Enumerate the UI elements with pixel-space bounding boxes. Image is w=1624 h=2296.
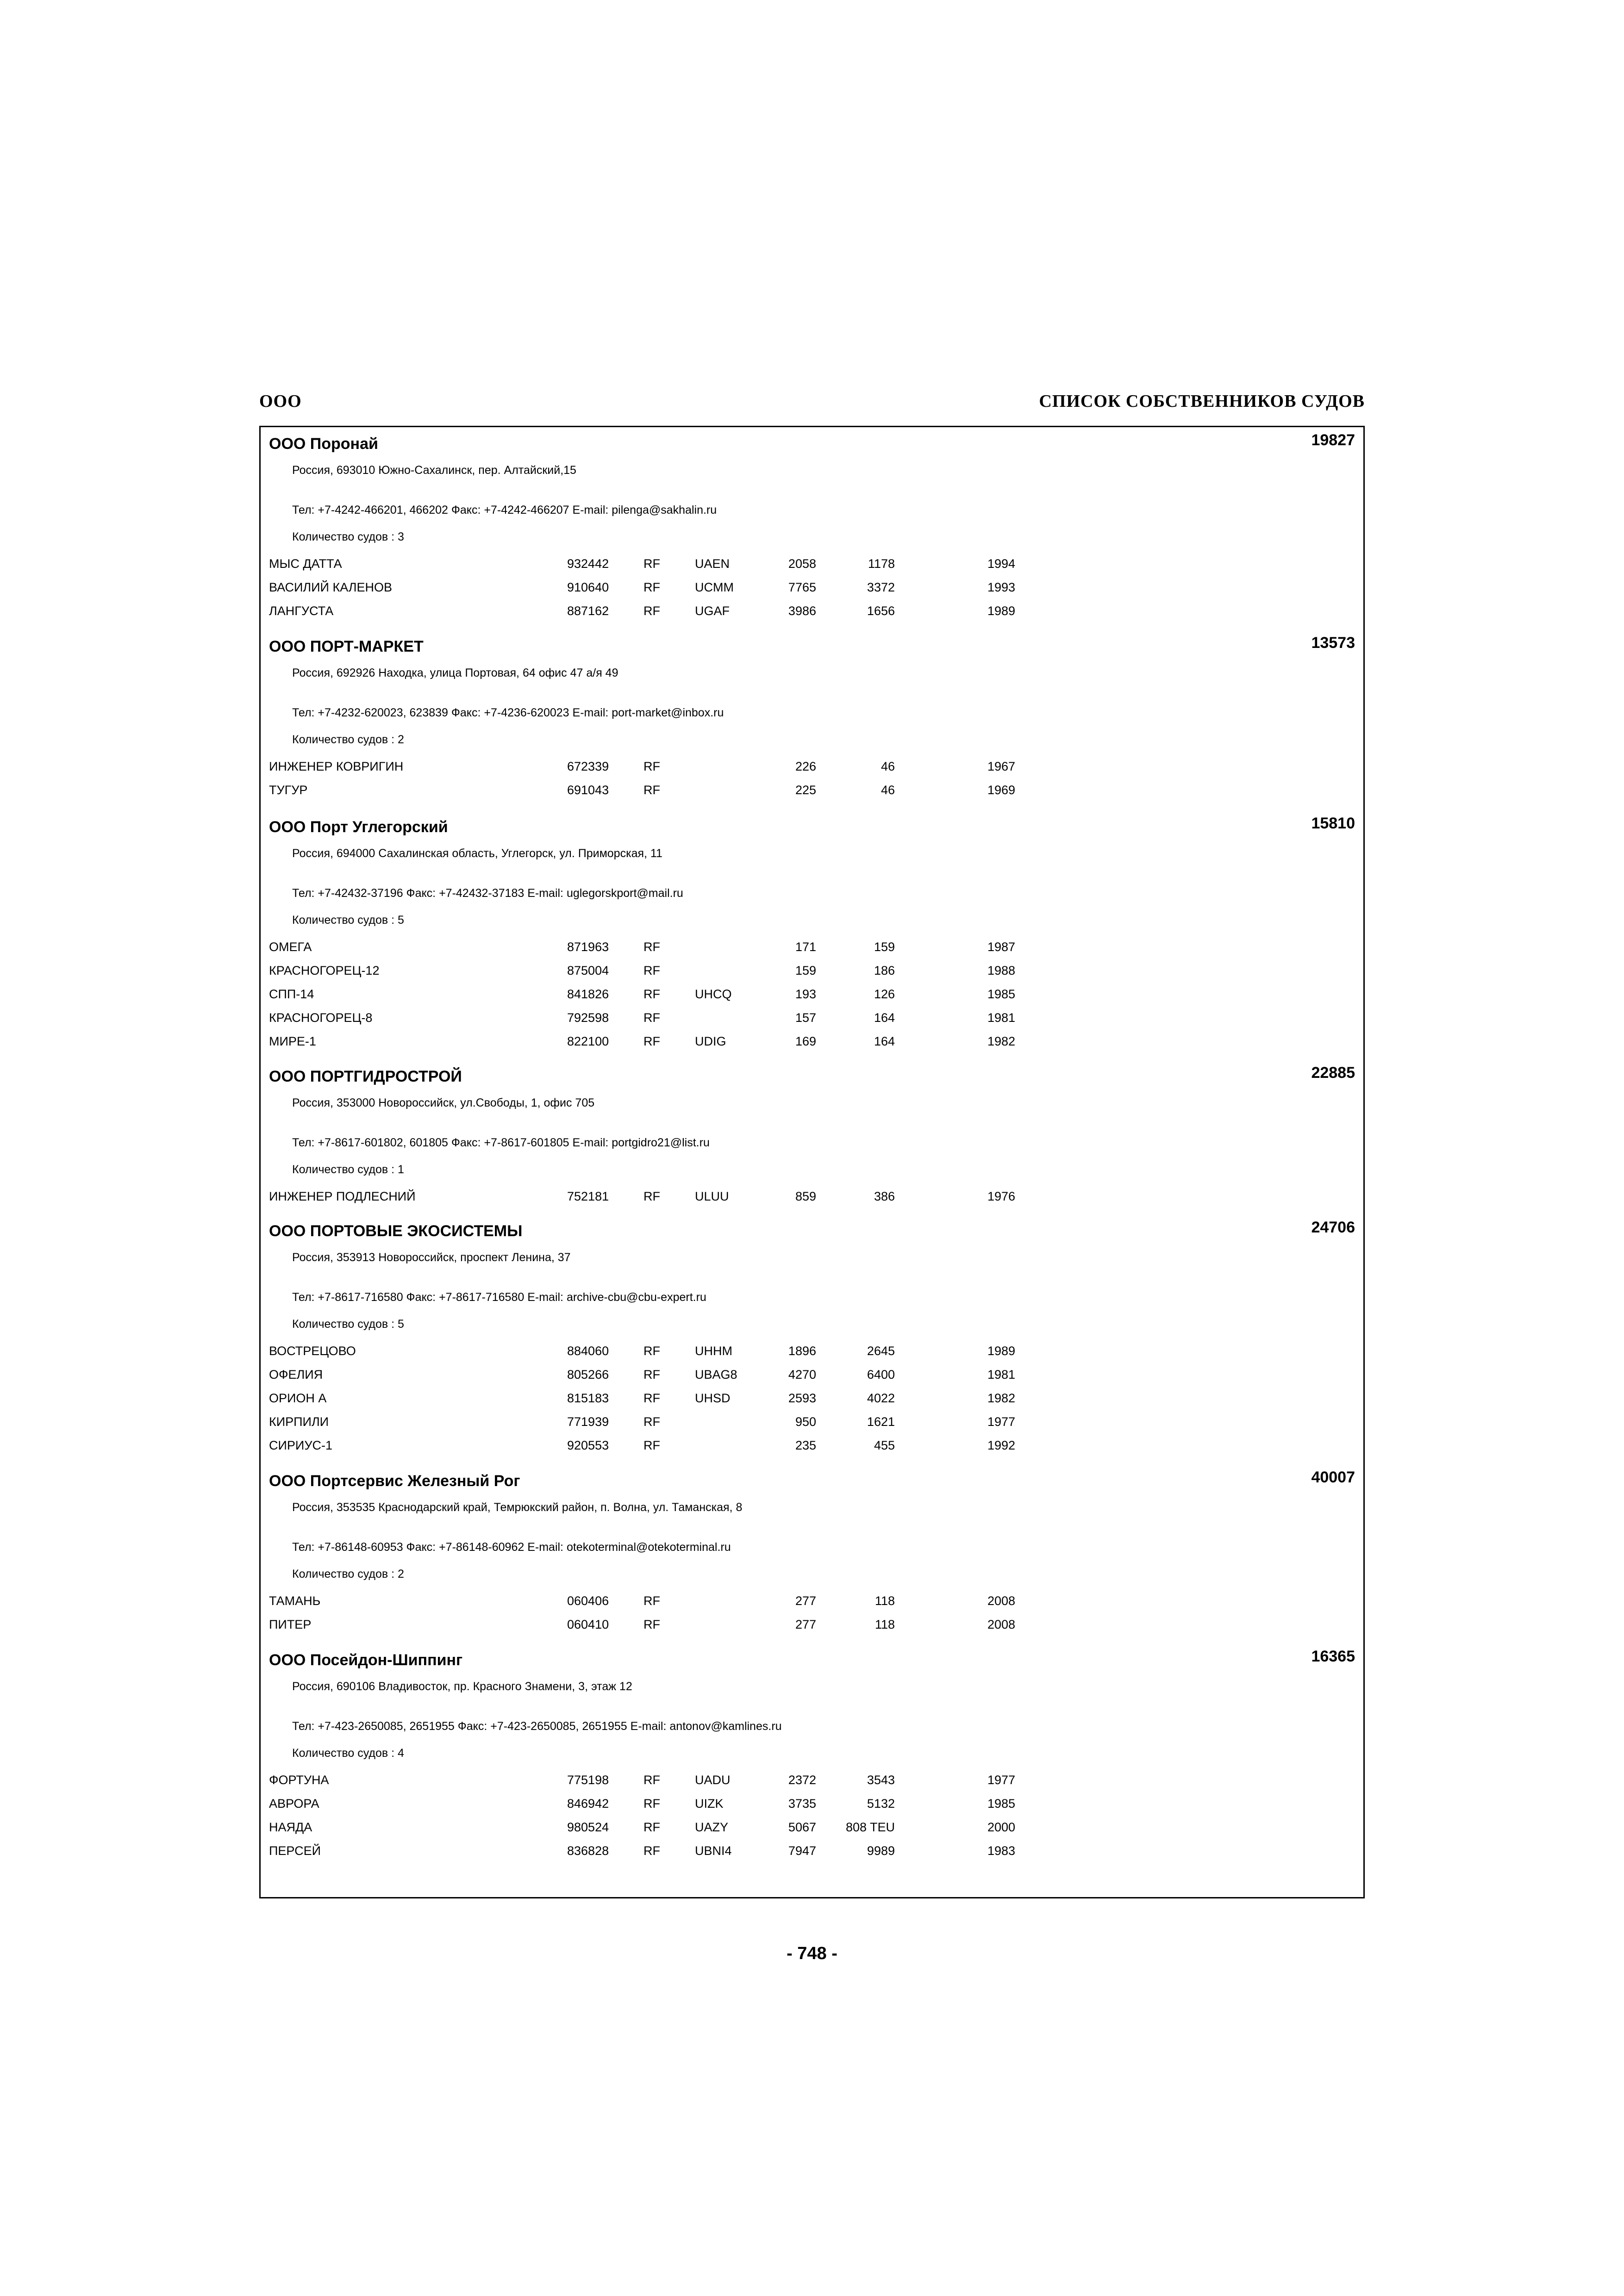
ship-row bbox=[261, 1594, 1363, 1618]
ship-dwt: 2645 bbox=[867, 1344, 895, 1358]
ship-year: 2008 bbox=[987, 1618, 1016, 1631]
ship-imo: 792598 bbox=[567, 1011, 609, 1025]
ship-count: Количество судов : 5 bbox=[292, 914, 404, 927]
company-name: ООО Посейдон-Шиппинг bbox=[269, 1651, 463, 1669]
ship-row bbox=[261, 1368, 1363, 1391]
ship-row bbox=[261, 1820, 1363, 1844]
ship-imo: 775198 bbox=[567, 1773, 609, 1787]
ship-dwt: 3372 bbox=[867, 580, 895, 594]
ship-flag: RF bbox=[643, 1797, 660, 1811]
ship-flag: RF bbox=[643, 940, 660, 954]
ship-call: UAZY bbox=[695, 1820, 729, 1834]
ship-flag: RF bbox=[643, 1415, 660, 1429]
ship-count: Количество судов : 1 bbox=[292, 1163, 404, 1176]
ship-gt: 4270 bbox=[788, 1368, 816, 1381]
company-name: ООО Портсервис Железный Рог bbox=[269, 1472, 520, 1490]
ship-row bbox=[261, 964, 1363, 987]
ship-name: АВРОРА bbox=[269, 1797, 319, 1811]
ship-gt: 7947 bbox=[788, 1844, 816, 1858]
ship-name: ВАСИЛИЙ КАЛЕНОВ bbox=[269, 580, 393, 594]
ship-dwt: 808 TEU bbox=[845, 1820, 895, 1834]
ship-year: 1989 bbox=[987, 604, 1016, 618]
ship-imo: 875004 bbox=[567, 964, 609, 977]
ship-gt: 277 bbox=[795, 1594, 816, 1608]
company-id: 13573 bbox=[1311, 634, 1355, 652]
ship-name: ОРИОН А bbox=[269, 1391, 327, 1405]
ship-name: СПП-14 bbox=[269, 987, 314, 1001]
ship-name: МЫС ДАТТА bbox=[269, 557, 342, 571]
ship-year: 1977 bbox=[987, 1415, 1016, 1429]
ship-name: ФОРТУНА bbox=[269, 1773, 329, 1787]
ship-gt: 157 bbox=[795, 1011, 816, 1025]
ship-imo: 805266 bbox=[567, 1368, 609, 1381]
ship-flag: RF bbox=[643, 1773, 660, 1787]
ship-year: 1981 bbox=[987, 1368, 1016, 1381]
ship-year: 2008 bbox=[987, 1594, 1016, 1608]
company-address: Россия, 353913 Новороссийск, проспект Ленина, 37 bbox=[292, 1251, 571, 1264]
ship-call: UADU bbox=[695, 1773, 731, 1787]
ship-count: Количество судов : 2 bbox=[292, 1568, 404, 1580]
ship-dwt: 1621 bbox=[867, 1415, 895, 1429]
ship-name: ОФЕЛИЯ bbox=[269, 1368, 323, 1381]
ship-flag: RF bbox=[643, 987, 660, 1001]
ship-gt: 2372 bbox=[788, 1773, 816, 1787]
ship-call: UBNI4 bbox=[695, 1844, 732, 1858]
ship-gt: 225 bbox=[795, 783, 816, 797]
page-number: - 748 - bbox=[787, 1944, 837, 1963]
ship-call: UHSD bbox=[695, 1391, 731, 1405]
ship-call: UBAG8 bbox=[695, 1368, 737, 1381]
company-id: 19827 bbox=[1311, 431, 1355, 449]
ship-imo: 841826 bbox=[567, 987, 609, 1001]
ship-dwt: 5132 bbox=[867, 1797, 895, 1811]
ship-flag: RF bbox=[643, 1844, 660, 1858]
ship-row bbox=[261, 1415, 1363, 1438]
ship-imo: 920553 bbox=[567, 1438, 609, 1452]
ship-name: ИНЖЕНЕР ПОДЛЕСНИЙ bbox=[269, 1189, 416, 1203]
ship-gt: 159 bbox=[795, 964, 816, 977]
ship-year: 1994 bbox=[987, 557, 1016, 571]
running-header-left: ООО bbox=[259, 392, 302, 411]
ship-name: ПИТЕР bbox=[269, 1618, 312, 1631]
company-contacts: Тел: +7-4232-620023, 623839 Факс: +7-4236-620023 E-mail: port-market@inbox.ru bbox=[292, 706, 724, 719]
ship-dwt: 164 bbox=[874, 1011, 895, 1025]
ship-row bbox=[261, 1773, 1363, 1797]
ship-flag: RF bbox=[643, 964, 660, 977]
ship-name: ПЕРСЕЙ bbox=[269, 1844, 321, 1858]
ship-imo: 932442 bbox=[567, 557, 609, 571]
ship-row bbox=[261, 1438, 1363, 1462]
ship-imo: 822100 bbox=[567, 1034, 609, 1048]
ship-list bbox=[261, 1594, 1363, 1641]
ship-name: КИРПИЛИ bbox=[269, 1415, 329, 1429]
ship-row bbox=[261, 1391, 1363, 1415]
ship-row bbox=[261, 557, 1363, 580]
ship-flag: RF bbox=[643, 1438, 660, 1452]
ship-row bbox=[261, 1844, 1363, 1867]
ship-flag: RF bbox=[643, 1391, 660, 1405]
ship-year: 1982 bbox=[987, 1034, 1016, 1048]
ship-dwt: 118 bbox=[874, 1594, 895, 1608]
company-name: ООО ПОРТОВЫЕ ЭКОСИСТЕМЫ bbox=[269, 1222, 523, 1240]
ship-year: 1983 bbox=[987, 1844, 1016, 1858]
ship-flag: RF bbox=[643, 1368, 660, 1381]
company-id: 15810 bbox=[1311, 815, 1355, 832]
ship-year: 2000 bbox=[987, 1820, 1016, 1834]
ship-name: ТУГУР bbox=[269, 783, 308, 797]
ship-gt: 5067 bbox=[788, 1820, 816, 1834]
ship-gt: 169 bbox=[795, 1034, 816, 1048]
company-address: Россия, 690106 Владивосток, пр. Красного Знамени, 3, этаж 12 bbox=[292, 1680, 632, 1693]
ship-list bbox=[261, 557, 1363, 628]
company-id: 22885 bbox=[1311, 1064, 1355, 1082]
company-name: ООО Порт Углегорский bbox=[269, 818, 448, 836]
ship-gt: 226 bbox=[795, 759, 816, 773]
company-contacts: Тел: +7-8617-601802, 601805 Факс: +7-8617-601805 E-mail: portgidro21@list.ru bbox=[292, 1136, 710, 1149]
ship-year: 1992 bbox=[987, 1438, 1016, 1452]
ship-row bbox=[261, 580, 1363, 604]
ship-year: 1977 bbox=[987, 1773, 1016, 1787]
company-address: Россия, 353535 Краснодарский край, Темрюкский район, п. Волна, ул. Таманская, 8 bbox=[292, 1501, 743, 1514]
ship-list bbox=[261, 1344, 1363, 1462]
ship-flag: RF bbox=[643, 1594, 660, 1608]
ship-gt: 950 bbox=[795, 1415, 816, 1429]
ship-name: ИНЖЕНЕР КОВРИГИН bbox=[269, 759, 404, 773]
ship-imo: 846942 bbox=[567, 1797, 609, 1811]
ship-call: UIZK bbox=[695, 1797, 724, 1811]
ship-flag: RF bbox=[643, 1344, 660, 1358]
ship-year: 1988 bbox=[987, 964, 1016, 977]
ship-dwt: 164 bbox=[874, 1034, 895, 1048]
ship-gt: 859 bbox=[795, 1189, 816, 1203]
ship-gt: 1896 bbox=[788, 1344, 816, 1358]
ship-year: 1987 bbox=[987, 940, 1016, 954]
ship-gt: 2058 bbox=[788, 557, 816, 571]
ship-list bbox=[261, 1189, 1363, 1213]
ship-count: Количество судов : 5 bbox=[292, 1318, 404, 1331]
ship-name: ТАМАНЬ bbox=[269, 1594, 321, 1608]
company-address: Россия, 694000 Сахалинская область, Углегорск, ул. Приморская, 11 bbox=[292, 847, 662, 860]
ship-year: 1989 bbox=[987, 1344, 1016, 1358]
ship-imo: 980524 bbox=[567, 1820, 609, 1834]
ship-year: 1985 bbox=[987, 987, 1016, 1001]
ship-row bbox=[261, 987, 1363, 1011]
ship-imo: 060410 bbox=[567, 1618, 609, 1631]
ship-row bbox=[261, 940, 1363, 964]
ship-name: ЛАНГУСТА bbox=[269, 604, 334, 618]
ship-row bbox=[261, 1034, 1363, 1058]
ship-flag: RF bbox=[643, 759, 660, 773]
ship-imo: 060406 bbox=[567, 1594, 609, 1608]
ship-row bbox=[261, 1344, 1363, 1368]
ship-row bbox=[261, 783, 1363, 807]
company-contacts: Тел: +7-4242-466201, 466202 Факс: +7-4242-466207 E-mail: pilenga@sakhalin.ru bbox=[292, 504, 717, 516]
ship-list bbox=[261, 759, 1363, 807]
ship-gt: 193 bbox=[795, 987, 816, 1001]
ship-imo: 887162 bbox=[567, 604, 609, 618]
ship-call: UDIG bbox=[695, 1034, 726, 1048]
ship-call: UCMM bbox=[695, 580, 734, 594]
ship-gt: 235 bbox=[795, 1438, 816, 1452]
company-id: 24706 bbox=[1311, 1219, 1355, 1236]
ship-dwt: 118 bbox=[874, 1618, 895, 1631]
ship-count: Количество судов : 2 bbox=[292, 733, 404, 746]
company-contacts: Тел: +7-42432-37196 Факс: +7-42432-37183 E-mail: uglegorskport@mail.ru bbox=[292, 887, 683, 900]
ship-year: 1985 bbox=[987, 1797, 1016, 1811]
company-contacts: Тел: +7-8617-716580 Факс: +7-8617-716580 E-mail: archive-cbu@cbu-expert.ru bbox=[292, 1291, 706, 1304]
ship-name: КРАСНОГОРЕЦ-8 bbox=[269, 1011, 373, 1025]
ship-gt: 171 bbox=[795, 940, 816, 954]
ship-dwt: 159 bbox=[874, 940, 895, 954]
company-contacts: Тел: +7-86148-60953 Факс: +7-86148-60962 E-mail: otekoterminal@otekoterminal.ru bbox=[292, 1541, 731, 1554]
company-name: ООО ПОРТГИДРОСТРОЙ bbox=[269, 1068, 462, 1085]
ship-dwt: 46 bbox=[881, 783, 895, 797]
ship-dwt: 46 bbox=[881, 759, 895, 773]
ship-call: UAEN bbox=[695, 557, 730, 571]
ship-row bbox=[261, 1618, 1363, 1641]
ship-imo: 691043 bbox=[567, 783, 609, 797]
ship-flag: RF bbox=[643, 783, 660, 797]
ship-row bbox=[261, 604, 1363, 628]
ship-flag: RF bbox=[643, 1011, 660, 1025]
ship-flag: RF bbox=[643, 1034, 660, 1048]
ship-imo: 752181 bbox=[567, 1189, 609, 1203]
ship-call: UGAF bbox=[695, 604, 730, 618]
ship-call: UHHM bbox=[695, 1344, 732, 1358]
ship-flag: RF bbox=[643, 1618, 660, 1631]
ship-list bbox=[261, 1773, 1363, 1867]
ship-year: 1981 bbox=[987, 1011, 1016, 1025]
running-header-right: СПИСОК СОБСТВЕННИКОВ СУДОВ bbox=[1039, 392, 1365, 411]
ship-dwt: 6400 bbox=[867, 1368, 895, 1381]
ship-name: КРАСНОГОРЕЦ-12 bbox=[269, 964, 380, 977]
ship-imo: 884060 bbox=[567, 1344, 609, 1358]
ship-flag: RF bbox=[643, 580, 660, 594]
ship-imo: 815183 bbox=[567, 1391, 609, 1405]
ship-dwt: 3543 bbox=[867, 1773, 895, 1787]
ship-name: ВОСТРЕЦОВО bbox=[269, 1344, 356, 1358]
ship-gt: 3735 bbox=[788, 1797, 816, 1811]
ship-gt: 277 bbox=[795, 1618, 816, 1631]
ship-name: ОМЕГА bbox=[269, 940, 312, 954]
ship-dwt: 1178 bbox=[868, 557, 895, 571]
company-id: 16365 bbox=[1311, 1648, 1355, 1665]
ship-row bbox=[261, 1189, 1363, 1213]
ship-imo: 672339 bbox=[567, 759, 609, 773]
ship-imo: 871963 bbox=[567, 940, 609, 954]
listing-frame bbox=[259, 426, 1365, 1898]
ship-name: НАЯДА bbox=[269, 1820, 312, 1834]
ship-flag: RF bbox=[643, 604, 660, 618]
ship-call: UHCQ bbox=[695, 987, 732, 1001]
ship-row bbox=[261, 759, 1363, 783]
ship-dwt: 1656 bbox=[867, 604, 895, 618]
ship-dwt: 4022 bbox=[867, 1391, 895, 1405]
company-id: 40007 bbox=[1311, 1468, 1355, 1486]
ship-count: Количество судов : 3 bbox=[292, 530, 404, 543]
company-name: ООО ПОРТ-МАРКЕТ bbox=[269, 638, 424, 655]
ship-dwt: 126 bbox=[874, 987, 895, 1001]
ship-year: 1993 bbox=[987, 580, 1016, 594]
ship-list bbox=[261, 940, 1363, 1058]
ship-dwt: 455 bbox=[874, 1438, 895, 1452]
ship-imo: 910640 bbox=[567, 580, 609, 594]
ship-year: 1969 bbox=[987, 783, 1016, 797]
company-name: ООО Поронай bbox=[269, 435, 378, 453]
ship-gt: 2593 bbox=[788, 1391, 816, 1405]
ship-count: Количество судов : 4 bbox=[292, 1747, 404, 1760]
ship-name: СИРИУС-1 bbox=[269, 1438, 332, 1452]
company-contacts: Тел: +7-423-2650085, 2651955 Факс: +7-423-2650085, 2651955 E-mail: antonov@kamlines.ru bbox=[292, 1720, 782, 1733]
company-address: Россия, 353000 Новороссийск, ул.Свободы, 1, офис 705 bbox=[292, 1096, 595, 1109]
ship-imo: 771939 bbox=[567, 1415, 609, 1429]
ship-flag: RF bbox=[643, 1189, 660, 1203]
ship-flag: RF bbox=[643, 1820, 660, 1834]
ship-dwt: 186 bbox=[874, 964, 895, 977]
ship-row bbox=[261, 1797, 1363, 1820]
ship-year: 1982 bbox=[987, 1391, 1016, 1405]
ship-year: 1967 bbox=[987, 759, 1016, 773]
ship-gt: 3986 bbox=[788, 604, 816, 618]
ship-row bbox=[261, 1011, 1363, 1034]
company-address: Россия, 692926 Находка, улица Портовая, 64 офис 47 а/я 49 bbox=[292, 666, 618, 679]
ship-gt: 7765 bbox=[788, 580, 816, 594]
ship-imo: 836828 bbox=[567, 1844, 609, 1858]
company-address: Россия, 693010 Южно-Сахалинск, пер. Алтайский,15 bbox=[292, 464, 576, 477]
ship-call: ULUU bbox=[695, 1189, 729, 1203]
ship-name: МИРЕ-1 bbox=[269, 1034, 316, 1048]
ship-year: 1976 bbox=[987, 1189, 1016, 1203]
ship-dwt: 9989 bbox=[867, 1844, 895, 1858]
ship-flag: RF bbox=[643, 557, 660, 571]
ship-dwt: 386 bbox=[874, 1189, 895, 1203]
